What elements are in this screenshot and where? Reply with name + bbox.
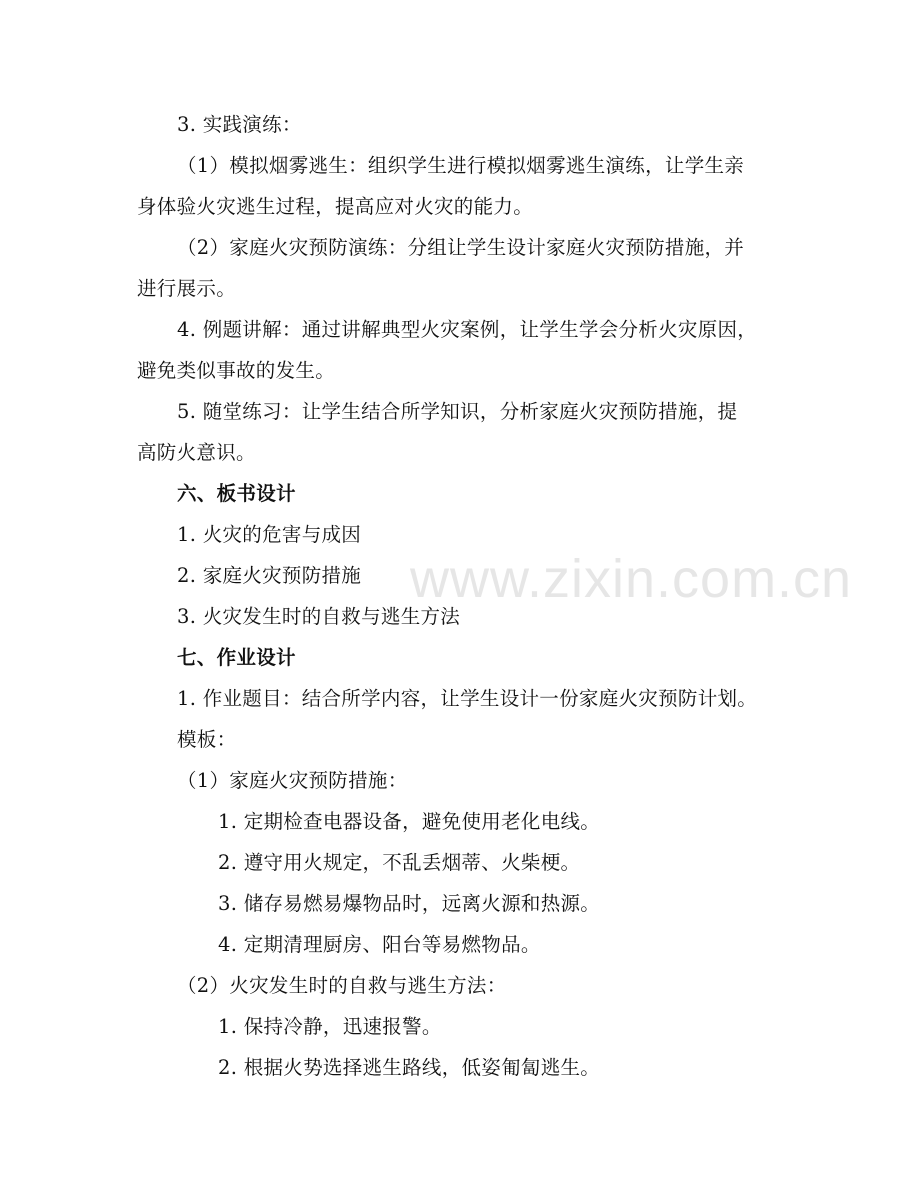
sub-heading: （1）家庭火灾预防措施：	[177, 769, 408, 792]
section-item-3: 3. 实践演练：	[177, 113, 302, 136]
list-item: 2. 遵守用火规定，不乱丢烟蒂、火柴梗。	[218, 851, 581, 874]
list-item: 3. 储存易燃易爆物品时，远离火源和热源。	[218, 892, 601, 915]
list-item: 1. 保持冷静，迅速报警。	[218, 1015, 442, 1038]
watermark-text: www.zixin.com.cn	[410, 549, 853, 609]
list-item: 1. 火灾的危害与成因	[177, 523, 362, 546]
paragraph-line: （1）模拟烟雾逃生：组织学生进行模拟烟雾逃生演练，让学生亲	[177, 154, 745, 177]
list-item: 1. 定期检查电器设备，避免使用老化电线。	[218, 810, 601, 833]
paragraph-line: （2）家庭火灾预防演练：分组让学生设计家庭火灾预防措施，并	[177, 236, 745, 259]
section-heading-6: 六、板书设计	[177, 482, 296, 505]
paragraph-line: 5. 随堂练习：让学生结合所学知识，分析家庭火灾预防措施，提	[177, 400, 738, 423]
section-heading-7: 七、作业设计	[177, 646, 296, 669]
list-item: 4. 定期清理厨房、阳台等易燃物品。	[218, 933, 541, 956]
list-item: 3. 火灾发生时的自救与逃生方法	[177, 605, 461, 628]
list-item: 2. 根据火势选择逃生路线，低姿匍匐逃生。	[218, 1056, 601, 1079]
paragraph-line: 避免类似事故的发生。	[137, 359, 336, 382]
paragraph-line: 1. 作业题目：结合所学内容，让学生设计一份家庭火灾预防计划。	[177, 687, 758, 710]
paragraph-line: 模板：	[177, 728, 237, 751]
paragraph-line: 高防火意识。	[137, 441, 256, 464]
paragraph-line: 进行展示。	[137, 277, 237, 300]
list-item: 2. 家庭火灾预防措施	[177, 564, 362, 587]
paragraph-line: 身体验火灾逃生过程，提高应对火灾的能力。	[137, 195, 534, 218]
paragraph-line: 4. 例题讲解：通过讲解典型火灾案例，让学生学会分析火灾原因，	[177, 318, 758, 341]
sub-heading: （2）火灾发生时的自救与逃生方法：	[177, 974, 507, 997]
